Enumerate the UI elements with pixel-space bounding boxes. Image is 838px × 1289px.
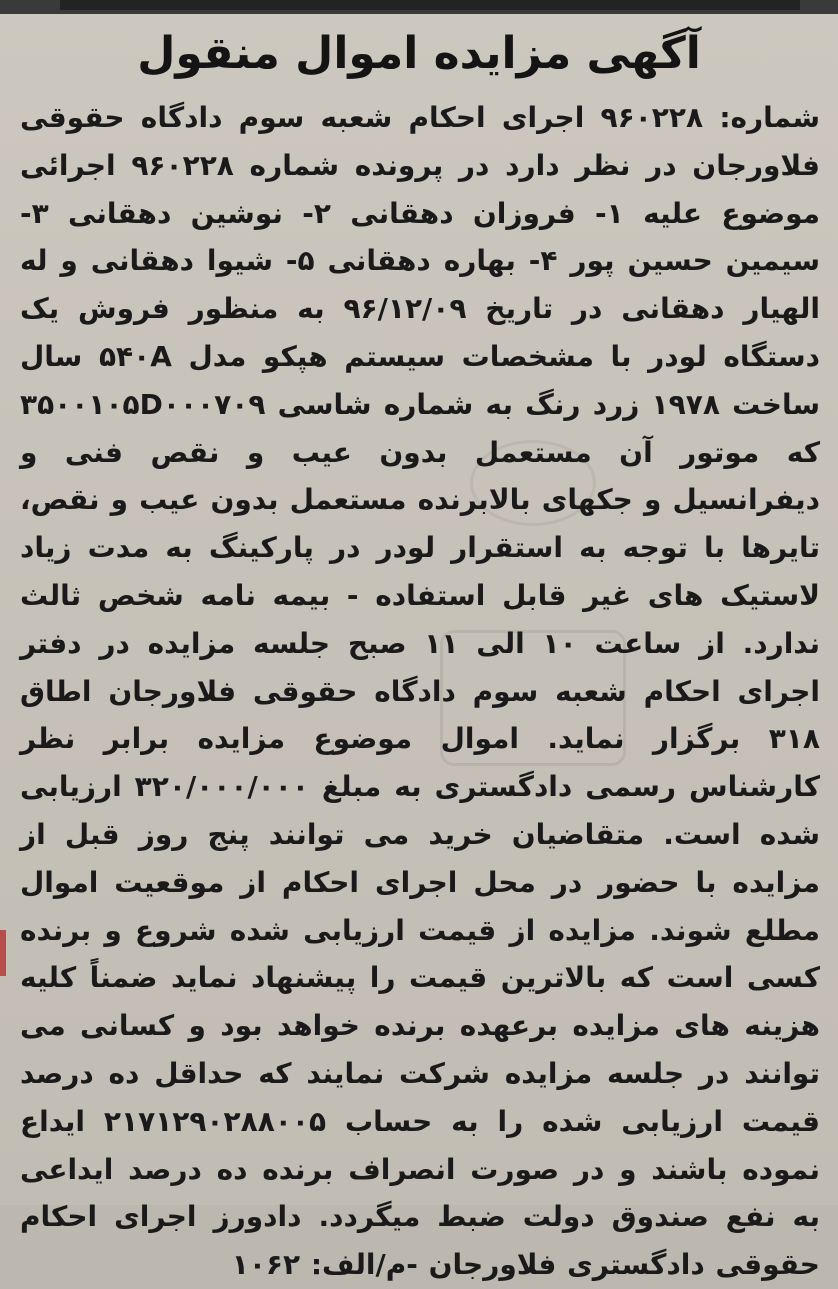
top-border [0, 0, 838, 14]
notice-title: آگهی مزایده اموال منقول [137, 28, 701, 79]
margin-mark [0, 930, 6, 976]
notice-body: شماره: ۹۶۰۲۲۸ اجرای احکام شعبه سوم دادگاه حقوقی فلاورجان در نظر دارد در پرونده شماره ۹۶۰۲۲۸ اجرائی موضوع علیه ۱- فروزان دهقانی ۲- نوشین دهقانی ۳- سیمین حسین پور ۴- بهاره دهقانی ۵- شیوا دهقانی و له الهیار دهقانی در تاریخ ۹۶/۱۲/۰۹ به منظور فروش یک دستگاه لودر با مشخصات سیستم هپکو مدل ۵۴۰A سال ساخت ۱۹۷۸ زرد رنگ به شماره شاسی ۳۵۰۰۱۰۵D۰۰۰۷۰۹ که موتور آن مستعمل بدون عیب و نقص فنی و دیفرانسیل و جکهای بالابرنده مستعمل بدون عیب و نقص، تایرها با توجه به استقرار لودر در پارکینگ به مدت زیاد لاستیک های غیر قابل استفاده - بیمه نامه شخص ثالث ندارد. از ساعت ۱۰ الی ۱۱ صبح جلسه مزایده در دفتر اجرای احکام شعبه سوم دادگاه حقوقی فلاورجان اطاق ۳۱۸ برگزار نماید. اموال موضوع مزایده برابر نظر کارشناس رسمی دادگستری به مبلغ ۳۲۰/۰۰۰/۰۰۰ ارزیابی شده است. متقاضیان خرید می توانند پنج روز قبل از مزایده با حضور در محل اجرای احکام از موقعیت اموال مطلع شوند. مزایده از قیمت ارزیابی شده شروع و برنده کسی است که بالاترین قیمت را پیشنهاد نماید ضمناً کلیه هزینه های مزایده برعهده برنده خواهد بود و کسانی می توانند در جلسه مزایده شرکت نمایند که حداقل ده درصد قیمت ارزیابی شده را به حساب ۲۱۷۱۲۹۰۲۸۸۰۰۵ ایداع نموده باشند و در صورت انصراف برنده ده درصد ایداعی به نفع صندوق دولت ضبط میگردد. دادورز اجرای احکام حقوقی دادگستری فلاورجان -م/الف: ۱۰۶۲ [20, 101, 821, 1282]
top-border-inner [60, 0, 800, 10]
